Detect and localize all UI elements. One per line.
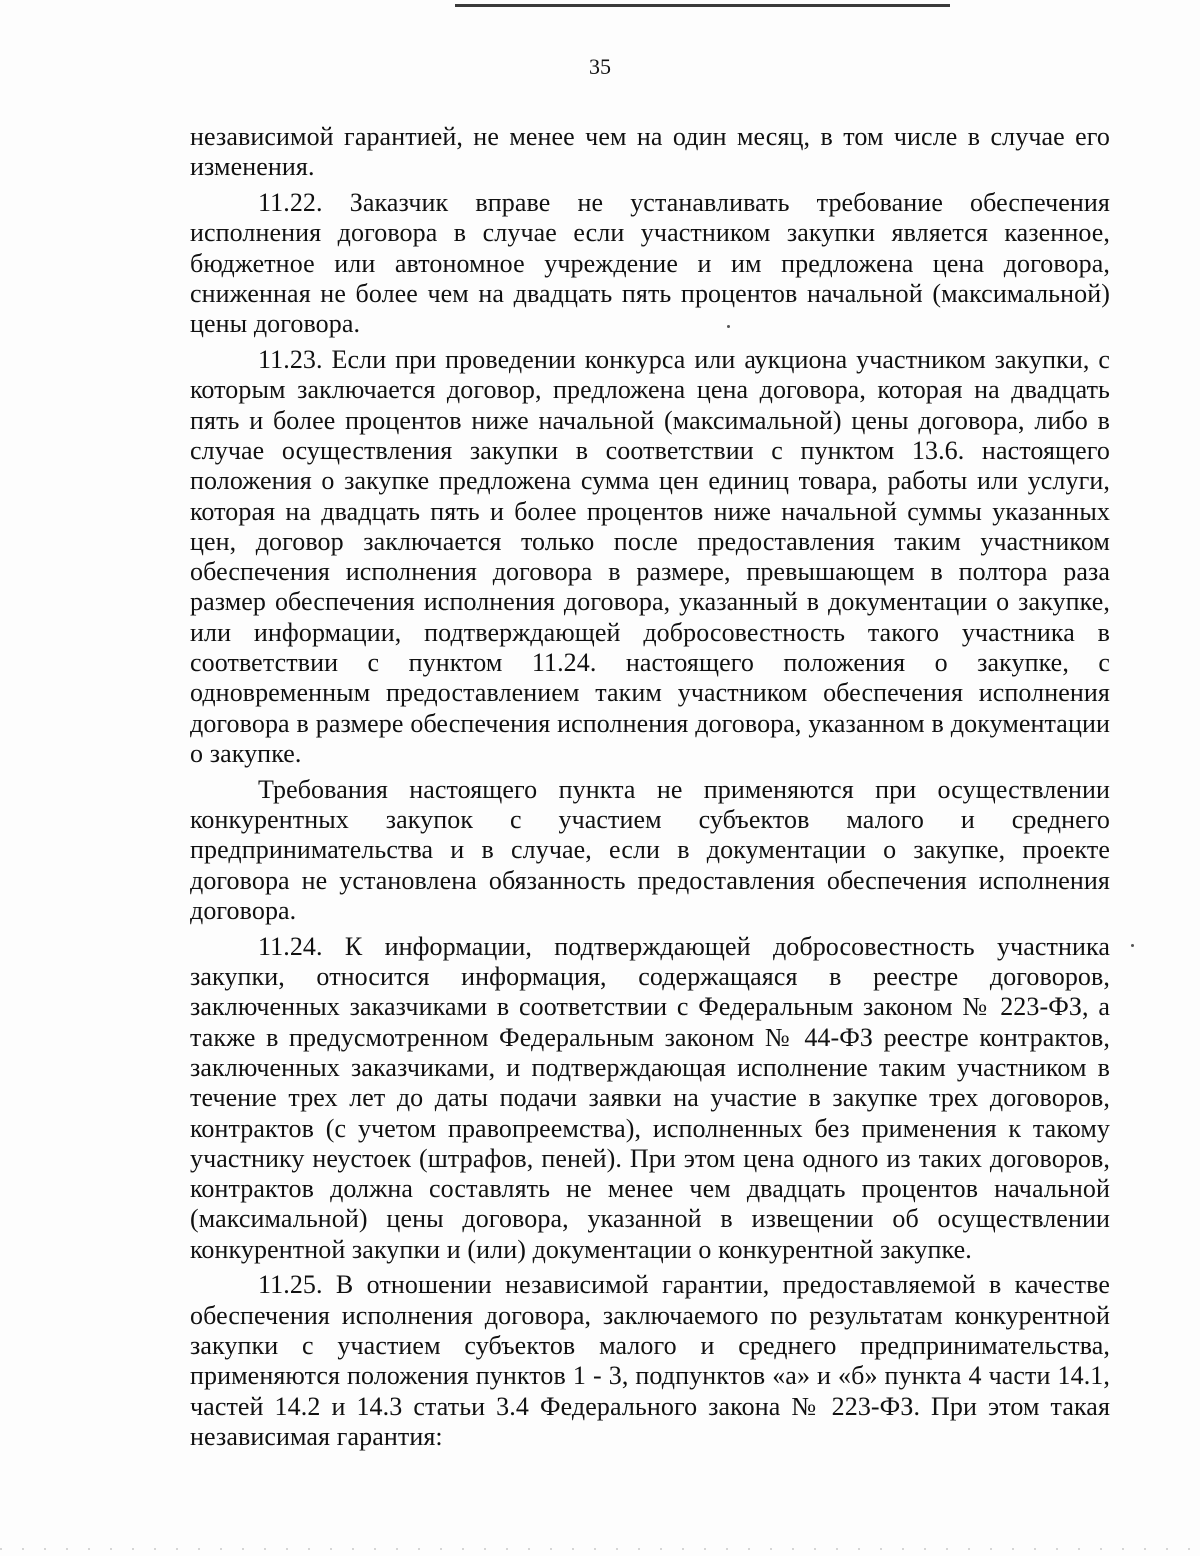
scan-speck (1131, 944, 1134, 947)
scan-speck (727, 325, 730, 328)
page-number: 35 (589, 54, 611, 79)
paragraph-11-23: 11.23. Если при проведении конкурса или аукциона участником закупки, с которым заключается договор, предложена цена договора, которая на двадцать пять и более процентов ниже начальной (максимальной) цены договора, либо в случае осуществления закупки в соответствии с пунктом 13.6. настоящего положения о закупке предложена сумма цен единиц товара, работы или услуги, которая на двадцать пять и более процентов ниже начальной суммы указанных цен, договор заключается только после предоставления таким участником обеспечения исполнения договора в размере, превышающем в полтора раза размер обеспечения исполнения договора, указанный в документации о закупке, или информации, подтверждающей добросовестность такого участника в соответствии с пунктом 11.24. настоящего положения о закупке, с одновременным предоставлением таким участником обеспечения исполнения договора в размере обеспечения исполнения договора, указанном в документации о закупке. (190, 345, 1110, 768)
scan-bottom-noise (0, 1548, 1200, 1550)
paragraph-11-23-requirements: Требования настоящего пункта не применяются при осуществлении конкурентных закупок с участием субъектов малого и среднего предпринимательства и в случае, если в документации о закупке, проекте договора не установлена обязанность предоставления обеспечения исполнения договора. (190, 774, 1110, 925)
paragraph-11-24: 11.24. К информации, подтверждающей добросовестность участника закупки, относится информация, содержащаяся в реестре договоров, заключенных заказчиками в соответствии с Федеральным законом № 223-ФЗ, а также в предусмотренном Федеральным законом № 44-ФЗ реестре контрактов, заключенных заказчиками, и подтверждающая исполнение таким участником в течение трех лет до даты подачи заявки на участие в закупке трех договоров, контрактов (с учетом правопреемства), исполненных без применения к такому участнику неустоек (штрафов, пеней). При этом цена одного из таких договоров, контрактов должна составлять не менее чем двадцать процентов начальной (максимальной) цены договора, указанной в извещении об осуществлении конкурентной закупки и (или) документации о конкурентной закупке. (190, 931, 1110, 1264)
paragraph-11-25: 11.25. В отношении независимой гарантии, предоставляемой в качестве обеспечения исполнения договора, заключаемого по результатам конкурентной закупки с участием субъектов малого и среднего предпринимательства, применяются положения пунктов 1 - 3, подпунктов «а» и «б» пункта 4 части 14.1, частей 14.2 и 14.3 статьи 3.4 Федерального закона № 223-ФЗ. При этом такая независимая гарантия: (190, 1270, 1110, 1451)
paragraph-11-22: 11.22. Заказчик вправе не устанавливать требование обеспечения исполнения договора в случае если участником закупки является казенное, бюджетное или автономное учреждение и им предложена цена договора, сниженная не более чем на двадцать пять процентов начальной (максимальной) цены договора. (190, 188, 1110, 339)
document-body (190, 122, 1110, 1458)
paragraph-continuation: независимой гарантией, не менее чем на один месяц, в том числе в случае его изменения. (190, 122, 1110, 182)
scan-top-rule (455, 4, 950, 7)
